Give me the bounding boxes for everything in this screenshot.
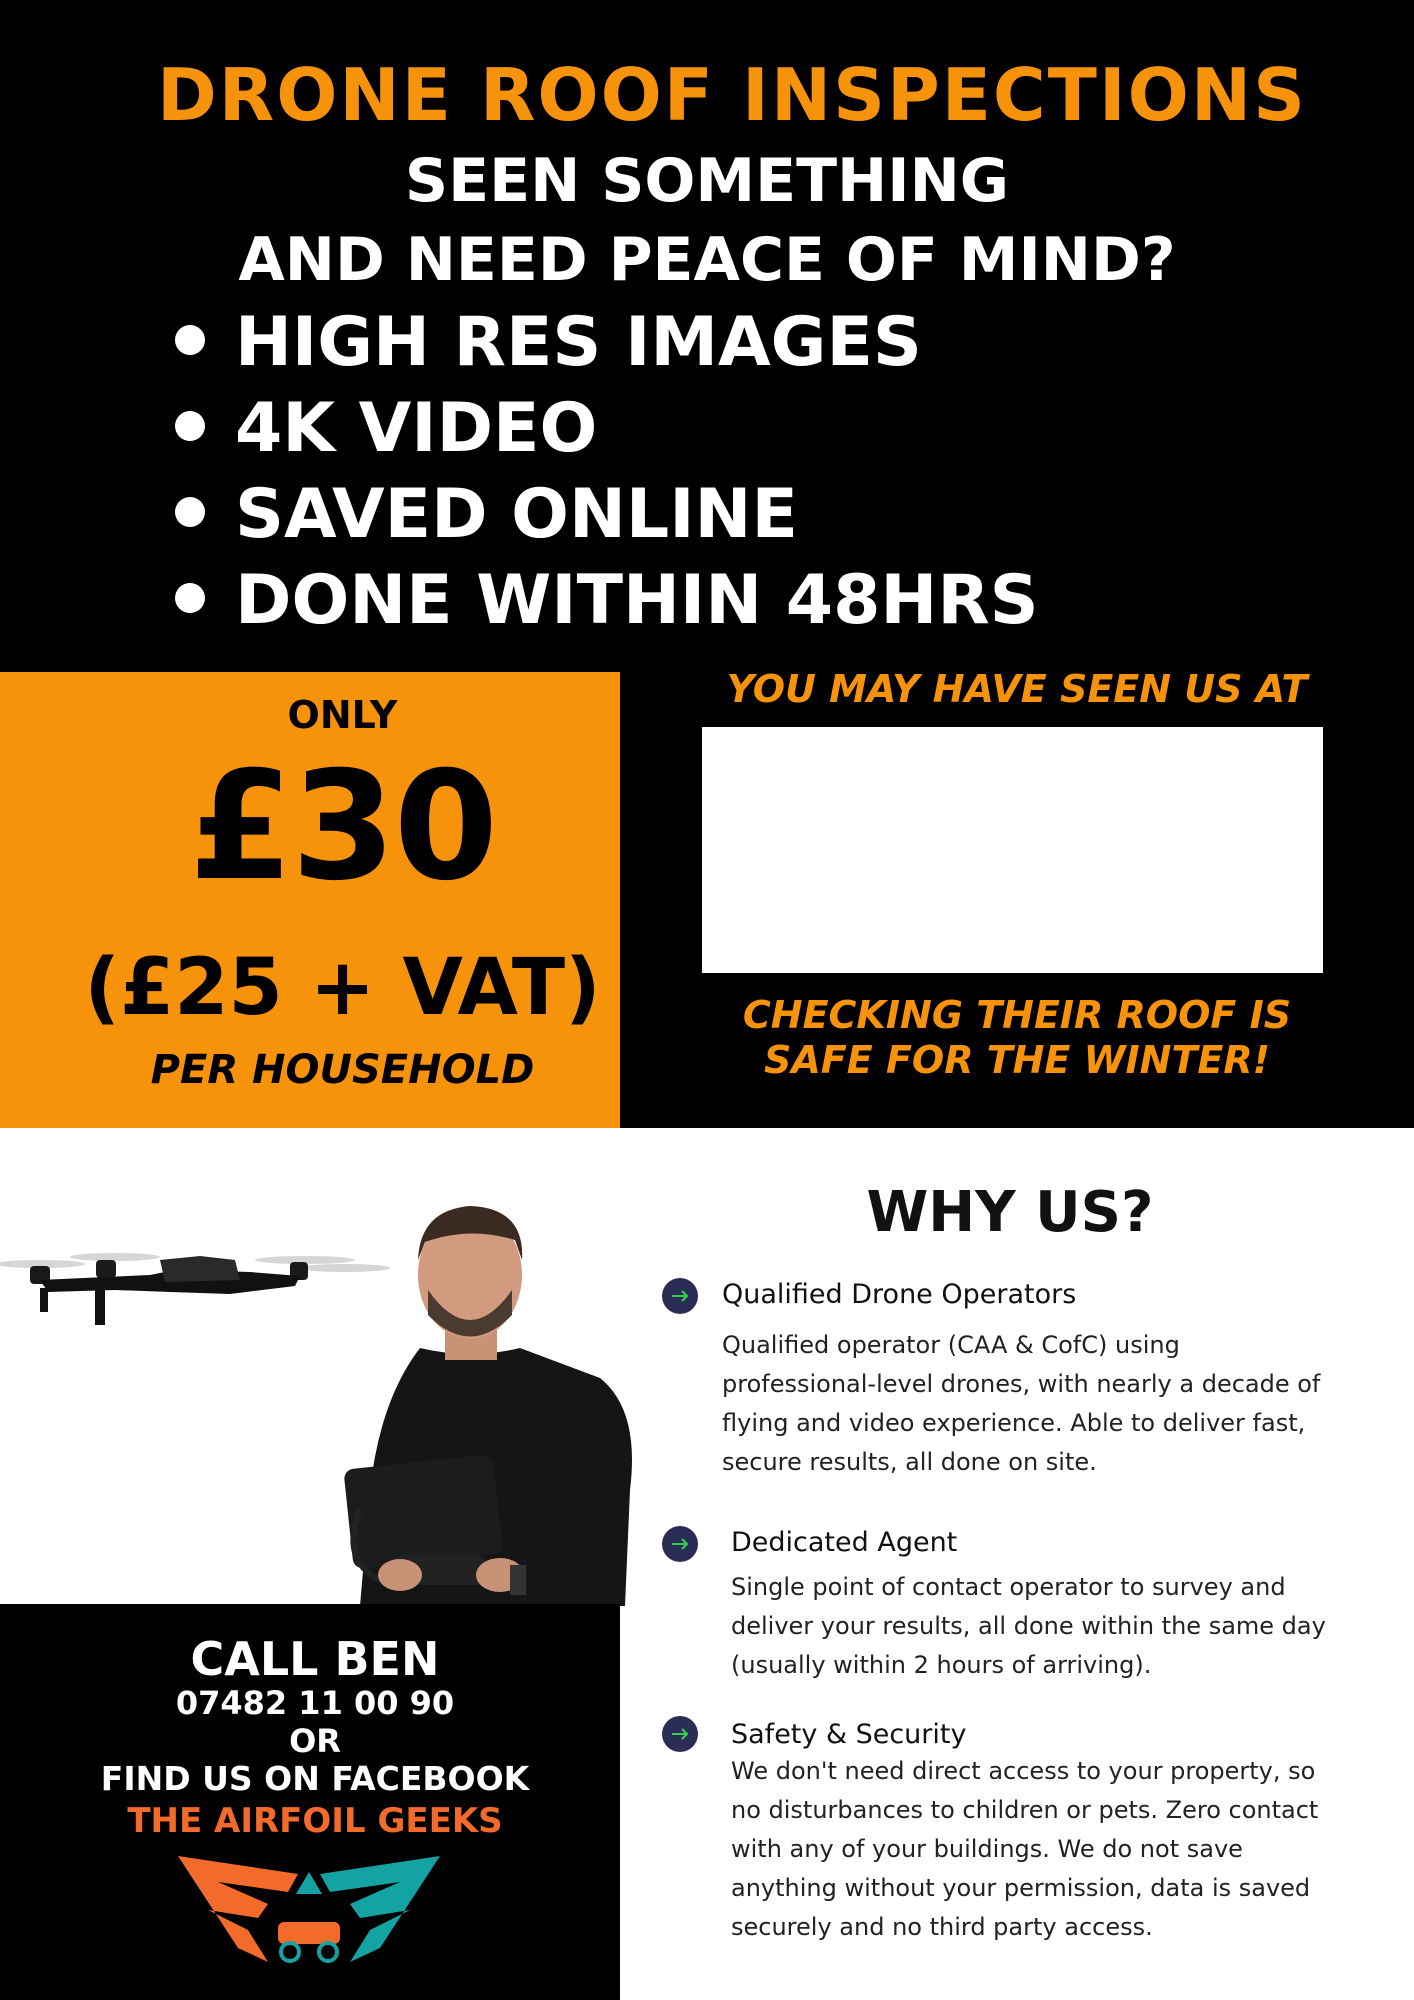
feature-text: DONE WITHIN 48HRS: [235, 561, 1039, 640]
why-item-line: no disturbances to children or pets. Zero contact: [731, 1796, 1319, 1824]
checking-text: [620, 993, 1414, 1083]
why-item-title: Safety & Security: [731, 1719, 967, 1750]
why-item-line: Single point of contact operator to survey and: [731, 1573, 1286, 1601]
feature-text: HIGH RES IMAGES: [235, 303, 922, 382]
feature-list: [175, 300, 1039, 644]
location-placeholder-box: [702, 727, 1323, 973]
why-item-line: flying and video experience. Able to deliver fast,: [722, 1409, 1306, 1437]
brand-name[interactable]: THE AIRFOIL GEEKS: [127, 1801, 503, 1841]
feature-item: [175, 558, 1039, 644]
feature-item: [175, 300, 1039, 386]
why-item-line: securely and no third party access.: [731, 1913, 1153, 1941]
why-us-title: WHY US?: [866, 1180, 1154, 1245]
price-value: £30: [188, 740, 497, 914]
circle-bullet-icon: [175, 325, 205, 355]
why-item-text: [722, 1326, 1320, 1482]
subtitle-line-1: SEEN SOMETHING: [404, 146, 1010, 216]
arrow-circle-icon: [662, 1526, 698, 1562]
why-item-line: deliver your results, all done within the same day: [731, 1612, 1326, 1640]
facebook-text: FIND US ON FACEBOOK: [100, 1759, 530, 1798]
why-item-title: Dedicated Agent: [731, 1527, 958, 1558]
why-item-title: Qualified Drone Operators: [722, 1279, 1077, 1310]
airfoil-geeks-logo: [178, 1852, 440, 1970]
why-item-line: We don't need direct access to your property, so: [731, 1757, 1316, 1785]
checking-line-1: CHECKING THEIR ROOF IS: [742, 993, 1292, 1037]
why-item-line: Qualified operator (CAA & CofC) using: [722, 1331, 1180, 1359]
why-item-line: secure results, all done on site.: [722, 1448, 1097, 1476]
feature-text: SAVED ONLINE: [235, 475, 798, 554]
why-item-line: (usually within 2 hours of arriving).: [731, 1651, 1152, 1679]
circle-bullet-icon: [175, 411, 205, 441]
phone-number[interactable]: 07482 11 00 90: [175, 1684, 455, 1722]
feature-item: [175, 472, 1039, 558]
why-item-line: anything without your permission, data is saved: [731, 1874, 1311, 1902]
or-separator: OR: [289, 1722, 341, 1760]
drone-icon: [0, 1253, 390, 1325]
price-only-label: ONLY: [287, 693, 398, 737]
circle-bullet-icon: [175, 497, 205, 527]
operator-figure: [343, 1206, 632, 1606]
why-item-line: professional-level drones, with nearly a decade of: [722, 1370, 1321, 1398]
why-item-line: with any of your buildings. We do not save: [731, 1835, 1243, 1863]
circle-bullet-icon: [175, 583, 205, 613]
drone-operator-photo: [0, 1110, 640, 1606]
arrow-circle-icon: [662, 1278, 698, 1314]
page-title: DRONE ROOF INSPECTIONS: [157, 53, 1307, 137]
seen-heading: YOU MAY HAVE SEEN US AT: [726, 667, 1308, 711]
checking-line-2: SAFE FOR THE WINTER!: [764, 1038, 1270, 1082]
why-item-text: [731, 1568, 1326, 1685]
price-per-household: PER HOUSEHOLD: [150, 1047, 535, 1093]
subtitle-line-2: AND NEED PEACE OF MIND?: [238, 225, 1176, 295]
call-ben-heading: CALL BEN: [190, 1632, 440, 1686]
feature-item: [175, 386, 1039, 472]
feature-text: 4K VIDEO: [235, 389, 598, 468]
arrow-circle-icon: [662, 1716, 698, 1752]
why-item-text: [731, 1752, 1318, 1947]
price-vat: (£25 + VAT): [84, 943, 601, 1033]
